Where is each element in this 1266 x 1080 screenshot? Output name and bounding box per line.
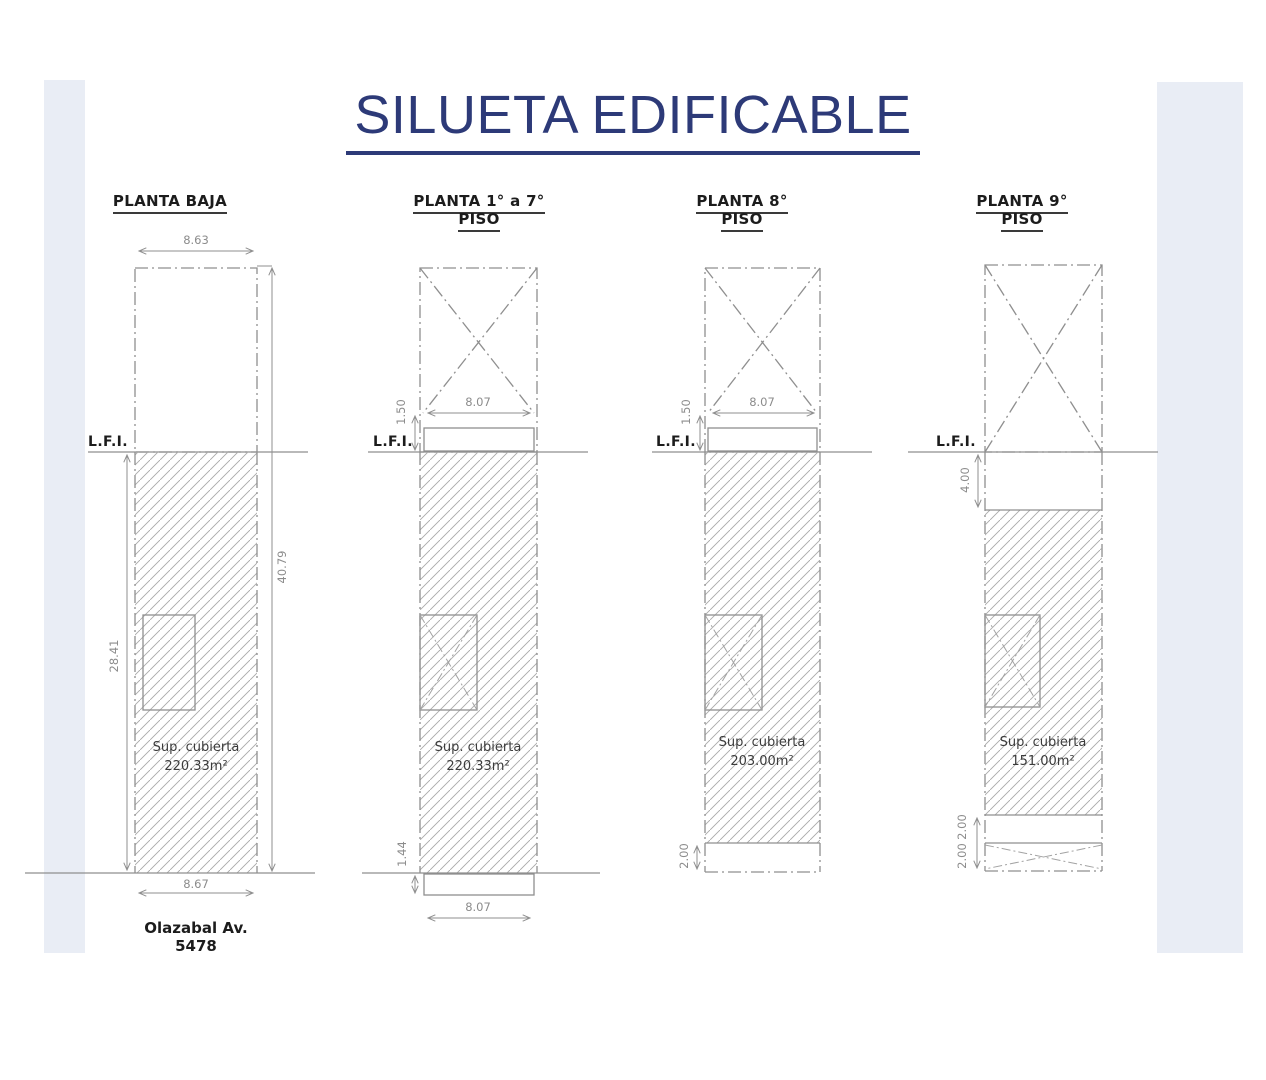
dim-balcony-depth: 1.50 [394, 399, 408, 425]
lfi-label-piso-1-7: L.F.I. [373, 434, 413, 450]
lfi-label-planta-baja: L.F.I. [88, 434, 128, 450]
dim-rear-setback-upper-p9: 2.00 [955, 814, 969, 840]
dim-balcony-width-p8: 8.07 [749, 395, 775, 409]
surface-label-piso-1-7: Sup. cubierta 220.33m² [434, 740, 522, 774]
surface-label-planta-baja: Sup. cubierta 220.33m² [152, 740, 240, 774]
plan-piso-9-linework [908, 265, 1158, 871]
dim-front-width: 8.63 [183, 233, 209, 247]
dim-front-setback-p9: 4.00 [958, 467, 972, 493]
plan-header-planta-baja: PLANTA BAJA [90, 192, 250, 210]
dim-rear-balcony-width: 8.07 [465, 900, 491, 914]
lfi-label-piso-9: L.F.I. [936, 434, 976, 450]
dim-built-depth: 28.41 [107, 639, 121, 673]
plan-piso-1-7-linework [362, 268, 600, 918]
plan-header-piso-8: PLANTA 8° PISO [674, 192, 810, 228]
dim-total-depth: 40.79 [275, 550, 289, 584]
page-title: SILUETA EDIFICABLE [346, 84, 919, 155]
dim-balcony-depth-p8: 1.50 [679, 399, 693, 425]
dim-rear-balcony-depth: 1.44 [395, 841, 409, 867]
surface-label-piso-9: Sup. cubierta 151.00m² [999, 735, 1087, 769]
dim-rear-setback-p8: 2.00 [677, 843, 691, 869]
plan-piso-8-linework [652, 268, 872, 872]
plan-planta-baja-linework [25, 251, 315, 893]
dim-rear-width: 8.67 [183, 877, 209, 891]
title-row [0, 84, 1266, 155]
plan-header-piso-9: PLANTA 9° PISO [954, 192, 1090, 228]
dim-balcony-width: 8.07 [465, 395, 491, 409]
surface-label-piso-8: Sup. cubierta 203.00m² [718, 735, 806, 769]
plan-header-piso-1-7: PLANTA 1° a 7° PISO [390, 192, 568, 228]
dim-rear-setback-lower-p9: 2.00 [955, 843, 969, 869]
address-label: Olazabal Av. 5478 [144, 919, 248, 955]
lfi-label-piso-8: L.F.I. [656, 434, 696, 450]
